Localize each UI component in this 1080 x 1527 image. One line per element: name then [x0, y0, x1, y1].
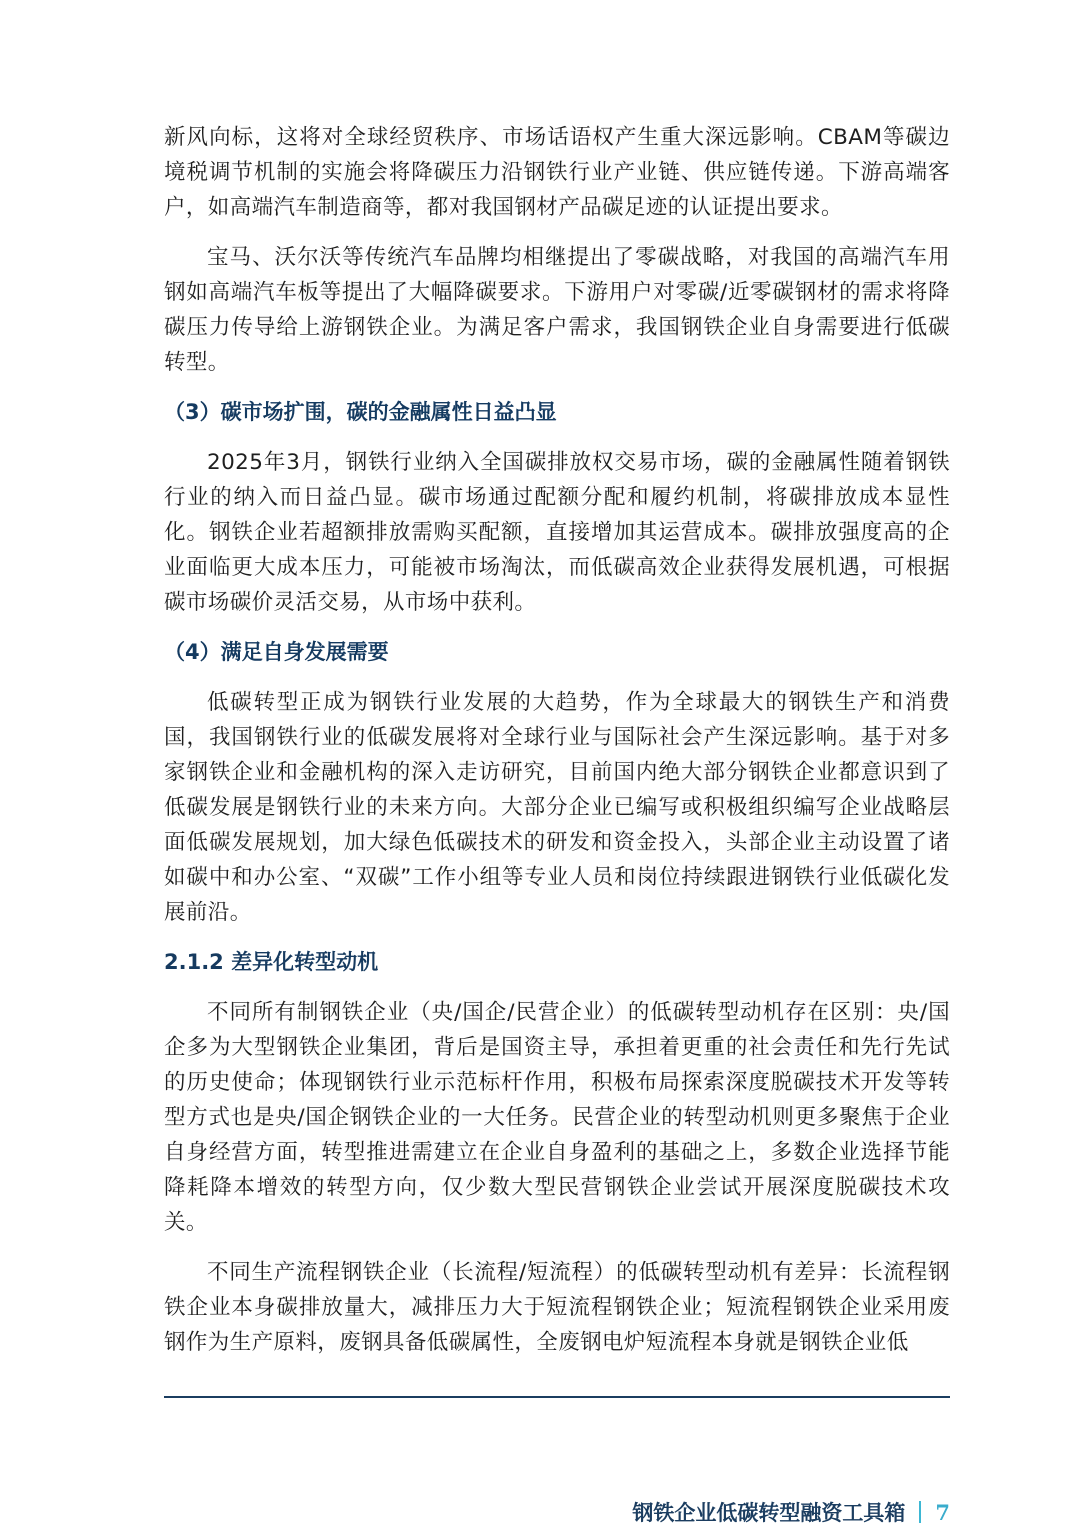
section-heading-4: （4）满足自身发展需要 [164, 640, 389, 664]
paragraph-continued: 新风向标，这将对全球经贸秩序、市场话语权产生重大深远影响。CBAM等碳边境税调节机制的实施会将降碳压力沿钢铁行业产业链、供应链传递。下游高端客户，如高端汽车制造商等，都对我国钢材产品碳足迹的认证提出要求。 [164, 125, 950, 220]
paragraph-process-motives: 不同生产流程钢铁企业（长流程/短流程）的低碳转型动机有差异：长流程钢铁企业本身碳排放量大，减排压力大于短流程钢铁企业；短流程钢铁企业采用废钢作为生产原料，废钢具备低碳属性，全废钢电炉短流程本身就是钢铁企业低 [164, 1260, 950, 1355]
spacer [164, 225, 950, 240]
spacer [164, 1240, 950, 1255]
spacer [164, 930, 950, 945]
spacer [164, 980, 950, 995]
paragraph-carbon-market: 2025年3月，钢铁行业纳入全国碳排放权交易市场，碳的金融属性随着钢铁行业的纳入而日益凸显。碳市场通过配额分配和履约机制，将碳排放成本显性化。钢铁企业若超额排放需购买配额，直接增加其运营成本。碳排放强度高的企业面临更大成本压力，可能被市场淘汰，而低碳高效企业获得发展机遇，可根据碳市场碳价灵活交易，从市场中获利。 [164, 450, 950, 615]
page-number: 7 [935, 1499, 950, 1525]
footer-title: 钢铁企业低碳转型融资工具箱 [632, 1501, 906, 1525]
footer-separator [919, 1501, 921, 1523]
paragraph-automaker-demand: 宝马、沃尔沃等传统汽车品牌均相继提出了零碳战略，对我国的高端汽车用钢如高端汽车板等提出了大幅降碳要求。下游用户对零碳/近零碳钢材的需求将降碳压力传导给上游钢铁企业。为满足客户需求，我国钢铁企业自身需要进行低碳转型。 [164, 245, 950, 375]
section-heading-2-1-2: 2.1.2 差异化转型动机 [164, 950, 379, 974]
section-heading-3: （3）碳市场扩围，碳的金融属性日益凸显 [164, 400, 557, 424]
document-body [164, 120, 950, 1360]
paragraph-self-development: 低碳转型正成为钢铁行业发展的大趋势，作为全球最大的钢铁生产和消费国，我国钢铁行业的低碳发展将对全球行业与国际社会产生深远影响。基于对多家钢铁企业和金融机构的深入走访研究，目前国内绝大部分钢铁企业都意识到了低碳发展是钢铁行业的未来方向。大部分企业已编写或积极组织编写企业战略层面低碳发展规划，加大绿色低碳技术的研发和资金投入，头部企业主动设置了诸如碳中和办公室、“双碳”工作小组等专业人员和岗位持续跟进钢铁行业低碳化发展前沿。 [164, 690, 950, 925]
spacer [164, 670, 950, 685]
spacer [164, 380, 950, 395]
footer-divider [164, 1396, 950, 1398]
page-footer [632, 1497, 950, 1527]
spacer [164, 430, 950, 445]
paragraph-ownership-motives: 不同所有制钢铁企业（央/国企/民营企业）的低碳转型动机存在区别：央/国企多为大型钢铁企业集团，背后是国资主导，承担着更重的社会责任和先行先试的历史使命；体现钢铁行业示范标杆作用，积极布局探索深度脱碳技术开发等转型方式也是央/国企钢铁企业的一大任务。民营企业的转型动机则更多聚焦于企业自身经营方面，转型推进需建立在企业自身盈利的基础之上，多数企业选择节能降耗降本增效的转型方向，仅少数大型民营钢铁企业尝试开展深度脱碳技术攻关。 [164, 1000, 950, 1235]
spacer [164, 620, 950, 635]
